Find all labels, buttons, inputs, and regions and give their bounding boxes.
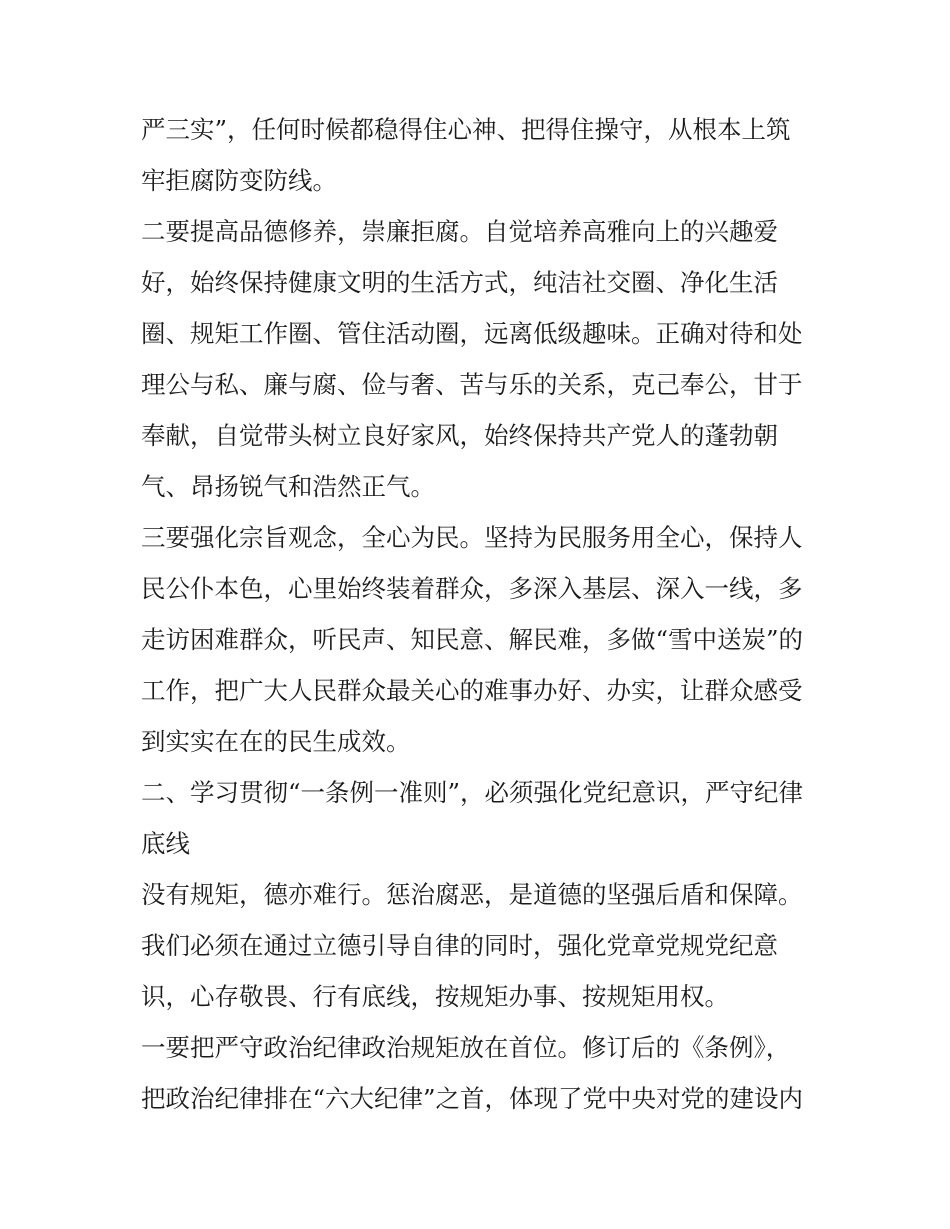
text-line: 奉献，自觉带头树立良好家风，始终保持共产党人的蓬勃朝 xyxy=(141,421,778,450)
text-line: 理公与私、廉与腐、俭与奢、苦与乐的关系，克己奉公，甘于 xyxy=(141,370,803,399)
text-line: 牢拒腐防变防线。 xyxy=(141,166,337,195)
text-line: 我们必须在通过立德引导自律的同时，强化党章党规党纪意 xyxy=(141,931,778,960)
text-line: 一要把严守政治纪律政治规矩放在首位。修订后的《条例》， xyxy=(141,1033,791,1062)
text-line: 底线 xyxy=(141,829,190,858)
text-line: 好，始终保持健康文明的生活方式，纯洁社交圈、净化生活 xyxy=(141,268,778,297)
text-line: 民公仆本色，心里始终装着群众，多深入基层、深入一线，多 xyxy=(141,574,803,603)
text-line: 工作，把广大人民群众最关心的难事办好、办实，让群众感受 xyxy=(141,676,803,705)
text-line: 三要强化宗旨观念，全心为民。坚持为民服务用全心，保持人 xyxy=(141,523,803,552)
text-line: 圈、规矩工作圈、管住活动圈，远离低级趣味。正确对待和处 xyxy=(141,319,803,348)
text-line: 没有规矩，德亦难行。惩治腐恶，是道德的坚强后盾和保障。 xyxy=(141,880,803,909)
text-line: 到实实在在的民生成效。 xyxy=(141,727,411,756)
text-line: 走访困难群众，听民声、知民意、解民难，多做“雪中送炭”的 xyxy=(141,625,804,654)
text-line: 二、学习贯彻“一条例一准则”，必须强化党纪意识，严守纪律 xyxy=(141,778,804,807)
document-body xyxy=(141,104,821,1124)
text-line: 识，心存敬畏、行有底线，按规矩办事、按规矩用权。 xyxy=(141,982,729,1011)
text-line: 二要提高品德修养，崇廉拒腐。自觉培养高雅向上的兴趣爱 xyxy=(141,217,778,246)
text-line: 严三实”，任何时候都稳得住心神、把得住操守，从根本上筑 xyxy=(141,115,791,144)
text-line: 把政治纪律排在“六大纪律”之首，体现了党中央对党的建设内 xyxy=(141,1084,804,1113)
text-line: 气、昂扬锐气和浩然正气。 xyxy=(141,472,435,501)
